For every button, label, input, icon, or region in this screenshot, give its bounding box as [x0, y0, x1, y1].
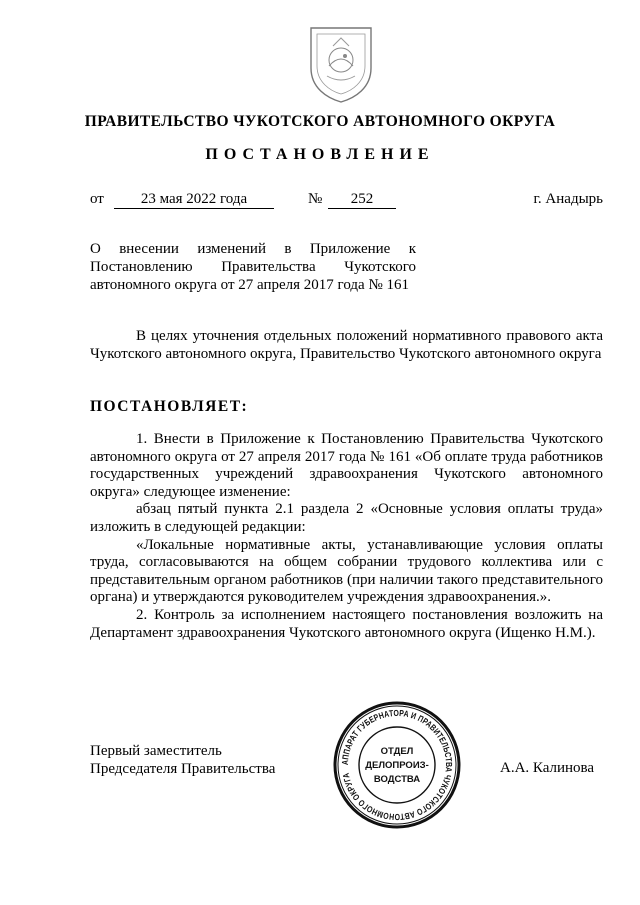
office-stamp — [332, 700, 462, 830]
subject-line: Постановлению Правительства Чукотского — [90, 259, 416, 275]
signatory-position-line: Председателя Правительства — [90, 761, 276, 777]
government-title: ПРАВИТЕЛЬСТВО ЧУКОТСКОГО АВТОНОМНОГО ОКРУГА — [84, 113, 556, 130]
subject-line: автономного округа от 27 апреля 2017 года № 161 — [90, 277, 409, 293]
document-subject — [90, 240, 416, 294]
document-date: 23 мая 2022 года — [114, 191, 274, 209]
number-label: № — [308, 191, 323, 207]
date-prefix: от — [90, 191, 104, 207]
signatory-name: А.А. Калинова — [500, 760, 595, 776]
preamble-text: В целях уточнения отдельных положений нормативного правового акта Чукотского автономного округа, Правительство Чукотского автономного округа — [90, 328, 603, 362]
decree-item-1-subparagraph: абзац пятый пункта 2.1 раздела 2 «Основные условия оплаты труда» изложить в следующей редакции: — [90, 501, 603, 535]
stamp-center-text: ОТДЕЛ — [380, 746, 414, 757]
decree-item-2: 2. Контроль за исполнением настоящего постановления возложить на Департамент здравоохранения Чукотского автономного округа (Ищенко Н.М.). — [90, 606, 603, 641]
stamp-center-text: ДЕЛОПРОИЗ- — [365, 760, 429, 771]
decree-items — [90, 431, 603, 642]
document-number: 252 — [328, 191, 396, 209]
preamble-paragraph — [90, 328, 603, 363]
signatory-position — [90, 742, 275, 778]
decree-item-1: 1. Внести в Приложение к Постановлению Правительства Чукотского автономного округа от 27 апреля 2017 года № 161 «Об оплате труда работников государственных учреждений здравоохранения Чукотского автономного округа» следующее изменение: — [90, 431, 603, 500]
document-type-title: ПОСТАНОВЛЕНИЕ — [205, 146, 435, 163]
signatory-position-line: Первый заместитель — [90, 743, 222, 759]
document-meta-line — [90, 191, 603, 211]
decree-item-1-quote: «Локальные нормативные акты, устанавливающие условия оплаты труда, согласовываются на общем собрании трудового коллектива или с представительным органом работников (при наличии такого представительного органа) и утверждаются руководителем учреждения здравоохранения.». — [90, 536, 603, 606]
stamp-ring-text: АППАРАТ ГУБЕРНАТОРА И ПРАВИТЕЛЬСТВА ЧУКОТСКОГО АВТОНОМНОГО ОКРУГА — [339, 707, 455, 823]
stamp-center-text: ВОДСТВА — [373, 774, 421, 785]
resolve-heading: ПОСТАНОВЛЯЕТ: — [90, 398, 249, 415]
subject-line: О внесении изменений в Приложение к — [90, 241, 416, 257]
coat-of-arms-emblem — [305, 22, 377, 106]
document-city: г. Анадырь — [533, 191, 603, 207]
